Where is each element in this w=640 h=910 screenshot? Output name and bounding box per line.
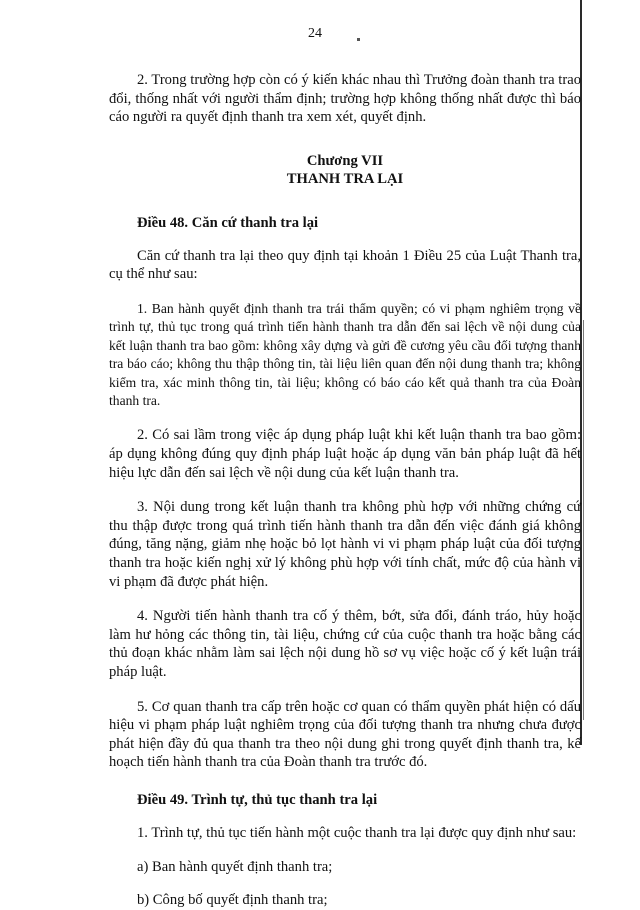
paragraph-clause-2: 2. Trong trường hợp còn có ý kiến khác nhau thì Trưởng đoàn thanh tra trao đổi, thống nhất với người thẩm định; trường hợp không thống nhất được thì báo cáo người ra quyết định thanh tra xem xét, quyết định. <box>109 72 581 126</box>
article-48-heading: Điều 48. Căn cứ thanh tra lại <box>137 214 319 231</box>
article-49-item-1: 1. Trình tự, thủ tục tiến hành một cuộc thanh tra lại được quy định như sau: <box>137 824 577 841</box>
scan-speck <box>357 38 360 41</box>
article-49-item-a: a) Ban hành quyết định thanh tra; <box>137 858 333 875</box>
article-48-item-1: 1. Ban hành quyết định thanh tra trái thẩm quyền; có vi phạm nghiêm trọng về trình tự, thủ tục trong quá trình tiến hành thanh tra dẫn đến sai lệch về nội dung của kết luận thanh tra bao gồm: không xây dựng và gửi đề cương yêu cầu đối tượng thanh tra báo cáo; không thu thập thông tin, tài liệu liên quan đến nội dung thanh tra; không kiểm tra, xác minh thông tin, tài liệu; không có báo cáo kết quả thanh tra của Đoàn thanh tra. <box>109 300 581 408</box>
article-48-item-4: 4. Người tiến hành thanh tra cố ý thêm, bớt, sửa đổi, đánh tráo, hủy hoặc làm hư hỏng các thông tin, tài liệu, chứng cứ của cuộc thanh tra hoặc bằng các thủ đoạn khác nhằm làm sai lệch nội dung hồ sơ vụ việc hoặc cố ý kết luận trái pháp luật. <box>109 608 581 680</box>
document-body <box>109 71 581 910</box>
article-49-heading: Điều 49. Trình tự, thủ tục thanh tra lại <box>137 791 378 808</box>
article-48-item-2: 2. Có sai lầm trong việc áp dụng pháp luật khi kết luận thanh tra bao gồm: áp dụng không đúng quy định pháp luật hoặc áp dụng văn bản pháp luật đã hết hiệu lực dẫn đến sai lệch về nội dung của kết luận thanh tra. <box>109 427 581 481</box>
page-number: 24 <box>308 26 322 41</box>
chapter-number: Chương VII <box>306 152 384 169</box>
article-48-item-3: 3. Nội dung trong kết luận thanh tra không phù hợp với những chứng cứ thu thập được trong quá trình tiến hành thanh tra dẫn đến việc đánh giá không đúng, tăng nặng, giảm nhẹ hoặc bỏ lọt hành vi vi phạm pháp luật của đối tượng thanh tra hoặc kiến nghị xử lý không phù hợp với tính chất, mức độ của hành vi vi phạm đã được phát hiện. <box>109 499 581 590</box>
article-48-item-5: 5. Cơ quan thanh tra cấp trên hoặc cơ quan có thẩm quyền phát hiện có dấu hiệu vi phạm pháp luật nghiêm trọng của đối tượng thanh tra nhưng chưa được phát hiện đầy đủ qua thanh tra theo nội dung ghi trong quyết định thanh tra, kế hoạch tiến hành thanh tra của Đoàn thanh tra trước đó. <box>109 698 581 771</box>
article-48-intro: Căn cứ thanh tra lại theo quy định tại khoản 1 Điều 25 của Luật Thanh tra, cụ thể như sau: <box>109 247 581 283</box>
chapter-title: THANH TRA LẠI <box>286 170 404 187</box>
scan-border-line-faint <box>583 320 584 720</box>
article-49-item-b: b) Công bố quyết định thanh tra; <box>137 892 328 909</box>
